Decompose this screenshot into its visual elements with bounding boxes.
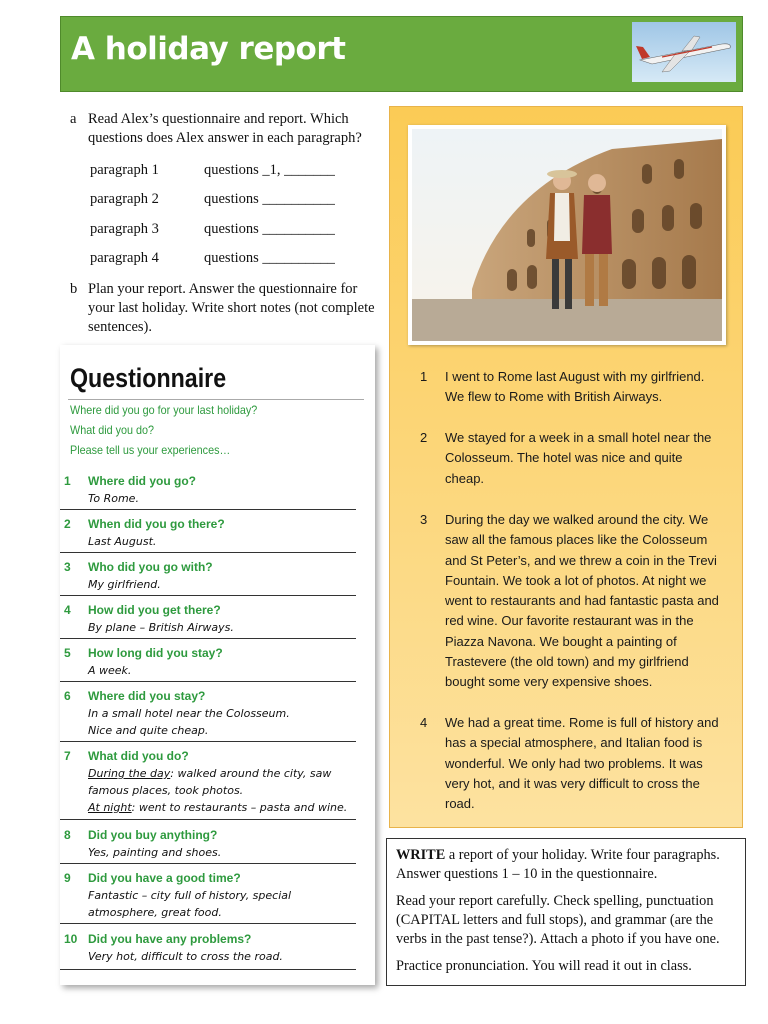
paragraph-number: 1	[420, 369, 428, 384]
question-text: Where did you go?	[88, 474, 196, 488]
question-number: 2	[64, 517, 71, 531]
answer-line	[60, 595, 356, 596]
question-number: 3	[64, 560, 71, 574]
write-instruction: WRITE a report of your holiday. Write four paragraphs. Answer questions 1 – 10 in the questionnaire.	[396, 847, 720, 882]
answer-line	[60, 969, 356, 970]
paragraph-row	[90, 162, 335, 179]
answer-line	[60, 681, 356, 682]
question-text: Did you have any problems?	[88, 932, 252, 946]
paragraph-label: paragraph 2	[90, 191, 159, 207]
answer-text: Last August.	[88, 535, 157, 548]
answer-line	[60, 923, 356, 924]
question-number: 6	[64, 689, 71, 703]
paragraph-text: We had a great time. Rome is full of history and has a special atmosphere, and Italian food is wonderful. We only had two problems. It was very hot, and it was very difficult to cross the road.	[445, 715, 719, 812]
question-number: 1	[64, 474, 71, 488]
question-number: 9	[64, 871, 71, 885]
report-paragraph	[420, 713, 720, 814]
intro-line: Please tell us your experiences…	[70, 443, 231, 457]
paragraph-text: I went to Rome last August with my girlfriend. We flew to Rome with British Airways.	[445, 369, 705, 405]
questions-blank[interactable]: questions __________	[204, 221, 335, 237]
paragraph-number: 4	[420, 715, 428, 730]
questionnaire-panel	[60, 345, 375, 985]
paragraph-label: paragraph 4	[90, 250, 159, 266]
paragraph-number: 2	[420, 430, 428, 445]
answer-line	[60, 552, 356, 553]
paragraph-label: paragraph 1	[90, 162, 159, 178]
divider	[68, 399, 364, 400]
question-text: How long did you stay?	[88, 646, 223, 660]
question-text: When did you go there?	[88, 517, 225, 531]
paragraph-text: We stayed for a week in a small hotel near the Colosseum. The hotel was nice and quite cheap.	[445, 430, 712, 486]
answer-text: Yes, painting and shoes.	[88, 846, 222, 859]
task-b-label: b	[70, 281, 78, 297]
report-paragraph	[420, 367, 720, 408]
write-instructions-box	[386, 838, 746, 986]
answer-text: A week.	[88, 664, 132, 677]
questionnaire-title: Questionnaire	[70, 363, 227, 393]
paragraph-text: During the day we walked around the city. We saw all the famous places like the Colosseum and St Peter’s, and we threw a coin in the Trevi Fountain. We took a lot of photos. At night we went to restaurants and had fantastic pasta and red wine. Our favorite restaurant was in the Piazza Navona. We bought a painting of Trastevere (the old town) and my girlfriend bought some very expensive shoes.	[445, 512, 719, 690]
task-b	[70, 280, 375, 337]
report-paragraph	[420, 510, 720, 693]
answer-text: Very hot, difficult to cross the road.	[88, 950, 283, 963]
report-panel	[389, 106, 743, 828]
paragraph-row	[90, 221, 335, 238]
answer-text: Fantastic – city full of history, special atmosphere, great food.	[88, 889, 292, 919]
report-paragraph	[420, 428, 720, 489]
question-number: 5	[64, 646, 71, 660]
question-number: 4	[64, 603, 71, 617]
question-text: What did you do?	[88, 749, 189, 763]
questions-blank[interactable]: questions _1, _______	[204, 162, 335, 178]
question-text: Did you have a good time?	[88, 871, 241, 885]
paragraph-label: paragraph 3	[90, 221, 159, 237]
question-text: How did you get there?	[88, 603, 221, 617]
answer-line	[60, 819, 356, 820]
intro-line: Where did you go for your last holiday?	[70, 403, 258, 417]
question-text: Did you buy anything?	[88, 828, 218, 842]
airplane-photo	[632, 22, 736, 82]
check-instruction: Read your report carefully. Check spelling, punctuation (CAPITAL letters and full stops), and grammar (are the verbs in the past tense?). Attach a photo if you have one.	[396, 893, 720, 947]
paragraph-row	[90, 250, 335, 267]
answer-line	[60, 638, 356, 639]
question-number: 7	[64, 749, 71, 763]
intro-line: What did you do?	[70, 423, 155, 437]
title-banner	[60, 16, 743, 92]
question-number: 8	[64, 828, 71, 842]
task-a-text: Read Alex’s questionnaire and report. Which questions does Alex answer in each paragraph?	[88, 111, 362, 146]
questions-blank[interactable]: questions __________	[204, 191, 335, 207]
questions-blank[interactable]: questions __________	[204, 250, 335, 266]
answer-line	[60, 741, 356, 742]
task-b-text: Plan your report. Answer the questionnaire for your last holiday. Write short notes (not complete sentences).	[88, 281, 375, 335]
task-a	[70, 110, 375, 148]
answer-line	[60, 509, 356, 510]
answer-line	[60, 863, 356, 864]
question-text: Where did you stay?	[88, 689, 206, 703]
answer-text: During the day: walked around the city, saw famous places, took photos. At night: went to restaurants – pasta and wine.	[88, 767, 348, 814]
question-text: Who did you go with?	[88, 560, 213, 574]
answer-text: My girlfriend.	[88, 578, 161, 591]
pronunciation-instruction: Practice pronunciation. You will read it out in class.	[396, 958, 692, 974]
paragraph-number: 3	[420, 512, 428, 527]
answer-text: To Rome.	[88, 492, 139, 505]
question-number: 10	[64, 932, 78, 946]
answer-text: In a small hotel near the Colosseum. Nice and quite cheap.	[88, 707, 290, 737]
colosseum-couple-photo	[408, 125, 726, 345]
answer-text: By plane – British Airways.	[88, 621, 234, 634]
task-a-label: a	[70, 111, 77, 127]
page-title: A holiday report	[71, 31, 346, 67]
paragraph-row	[90, 191, 335, 208]
